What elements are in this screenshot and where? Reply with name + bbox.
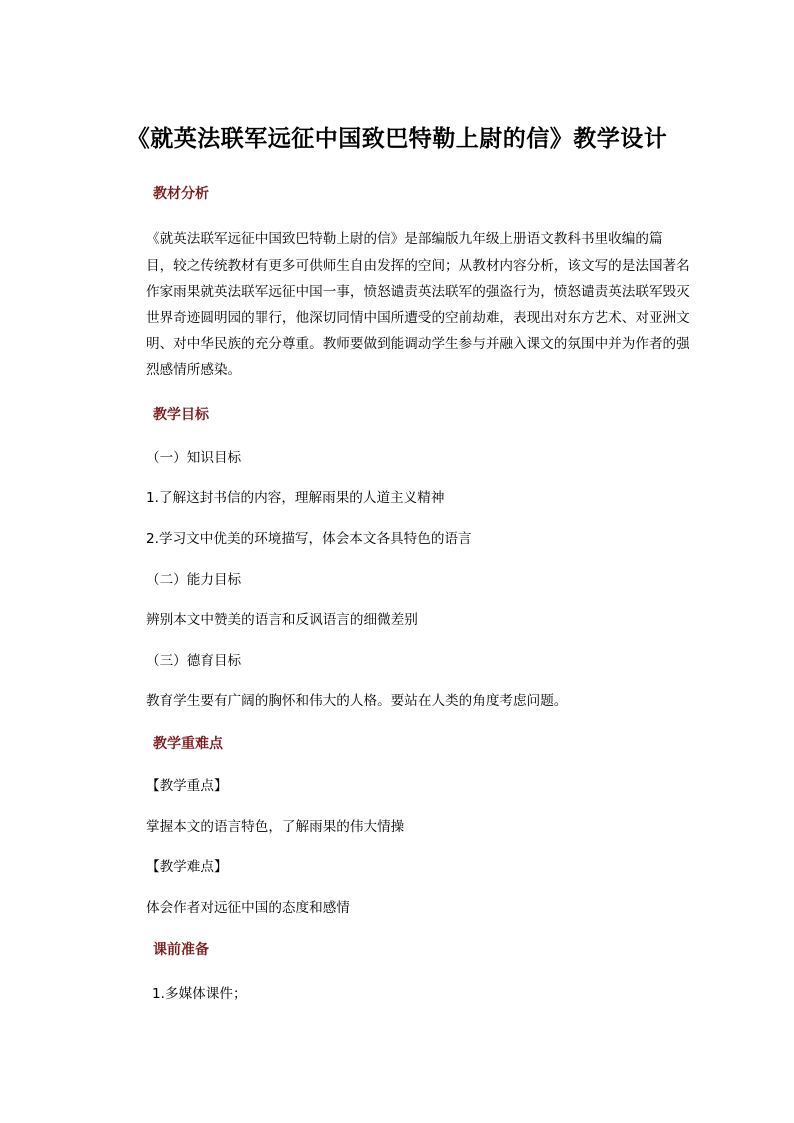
- focus-item: 掌握本文的语言特色，了解雨果的伟大情操: [146, 819, 405, 835]
- moral-goal-label: （三）德育目标: [146, 653, 242, 669]
- paragraph-line-5: 明、对中华民族的充分尊重。教师要做到能调动学生参与并融入课文的氛围中并为作者的强: [146, 336, 690, 352]
- paragraph-line-2: 目，较之传统教材有更多可供师生自由发挥的空间；从教材内容分析，该文写的是法国著名: [146, 258, 690, 274]
- knowledge-goal-item-2: 2.学习文中优美的环境描写，体会本文各具特色的语言: [146, 531, 472, 547]
- heading-teaching-goals: 教学目标: [153, 407, 209, 423]
- preparation-item-1: 1.多媒体课件；: [152, 986, 247, 1002]
- heading-material-analysis: 教材分析: [153, 186, 209, 202]
- document-title: 《就英法联军远征中国致巴特勒上尉的信》教学设计: [126, 125, 668, 152]
- paragraph-line-4: 世界奇迹圆明园的罪行，他深切同情中国所遭受的空前劫难，表现出对东方艺术、对亚洲文: [146, 310, 690, 326]
- knowledge-goal-label: （一）知识目标: [146, 450, 242, 466]
- heading-preparation: 课前准备: [153, 942, 209, 958]
- paragraph-line-1: 《就英法联军远征中国致巴特勒上尉的信》是部编版九年级上册语文教科书里收编的篇: [146, 231, 663, 247]
- ability-goal-item: 辨别本文中赞美的语言和反讽语言的细微差别: [146, 612, 418, 628]
- difficulty-item: 体会作者对远征中国的态度和感情: [146, 900, 350, 916]
- focus-label: 【教学重点】: [146, 778, 228, 794]
- knowledge-goal-item-1: 1.了解这封书信的内容，理解雨果的人道主义精神: [146, 490, 445, 506]
- paragraph-line-3: 作家雨果就英法联军远征中国一事，愤怒谴责英法联军的强盗行为，愤怒谴责英法联军毁灭: [146, 284, 690, 300]
- paragraph-line-6: 烈感情所感染。: [146, 362, 242, 378]
- moral-goal-item: 教育学生要有广阔的胸怀和伟大的人格。要站在人类的角度考虑问题。: [146, 693, 568, 709]
- ability-goal-label: （二）能力目标: [146, 572, 242, 588]
- difficulty-label: 【教学难点】: [146, 859, 228, 875]
- heading-key-points: 教学重难点: [153, 736, 223, 752]
